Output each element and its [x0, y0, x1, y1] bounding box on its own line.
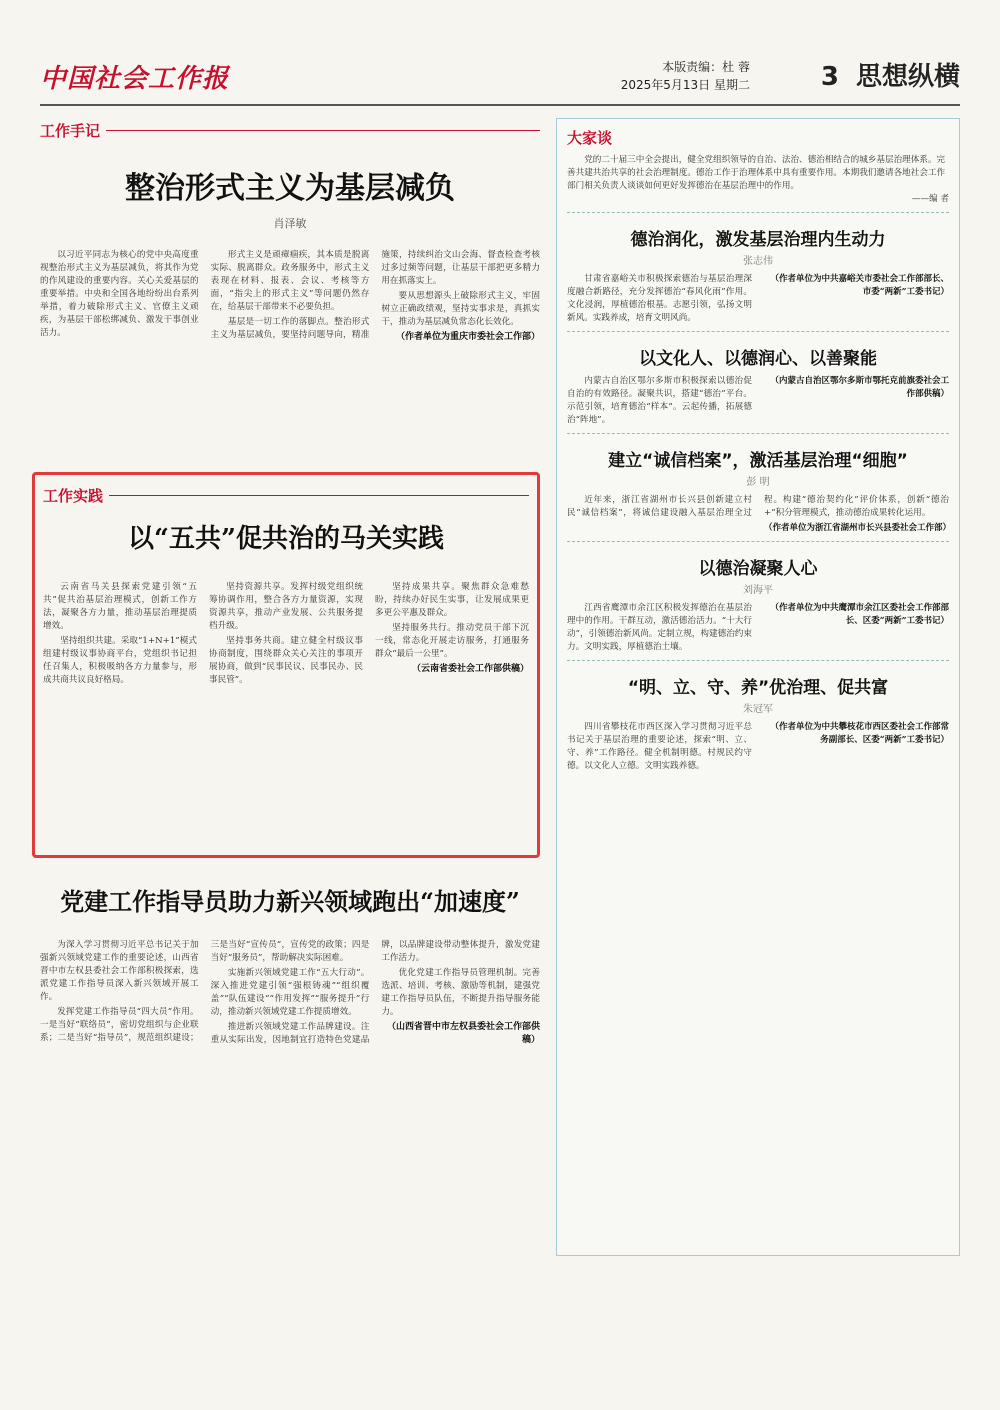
paragraph: 甘肃省嘉峪关市积极探索德治与基层治理深度融合新路径，充分发挥德治“春风化雨”作用。文化浸润，厚植德治根基。志愿引领，弘扬文明新风。实践养成，培育文明风尚。	[567, 274, 752, 323]
sub-article-author: 朱冠军	[743, 704, 773, 715]
sub-article	[567, 225, 949, 332]
article-body	[40, 249, 540, 463]
column-tag-bar	[40, 120, 540, 141]
date-line: 2025年5月13日 星期二	[620, 78, 750, 92]
lead-signature: ——编 者	[911, 194, 949, 204]
paragraph: 为深入学习贯彻习近平总书记关于加强新兴领域党建工作的重要论述，山西省晋中市左权县委社会工作部积极探索，选派党建工作指导员深入新兴领域开展工作。	[40, 940, 199, 1002]
sub-article-body	[567, 602, 949, 654]
header-rule	[40, 104, 960, 106]
article-credit: （云南省委社会工作部供稿）	[411, 664, 529, 674]
sub-article	[567, 446, 952, 542]
article-party-building	[40, 872, 540, 1362]
article-title: 党建工作指导员助力新兴领域跑出“加速度”	[60, 887, 520, 916]
paragraph: 坚持资源共享。发挥村级党组织统筹协调作用，整合各方力量资源，实现资源共享，推动产业发展、公共服务提档升级。	[209, 582, 363, 631]
article-work-practice	[32, 472, 540, 858]
column-tag-bar	[43, 485, 529, 506]
paragraph: 要从思想源头上破除形式主义，牢固树立正确政绩观，坚持实事求是，真抓实干，推动为基层减负常态化长效化。	[381, 291, 540, 327]
sub-article-credit: （作者单位为中共嘉峪关市委社会工作部部长、市委“两新”工委书记）	[770, 274, 949, 297]
paragraph: 基层是一切工作的落脚点。整治形式主义为基层减负，要坚持问题导向，精准施策，持续纠治文山会海、督查检查考核过多过频等问题，让基层干部把更多精力用在抓落实上。	[210, 250, 540, 340]
paragraph: 云南省马关县探索党建引领“五共”促共治基层治理模式，创新工作方法，凝聚各方力量，推动基层治理提质增效。	[43, 582, 197, 631]
sub-divider	[567, 660, 949, 661]
section-name: 思想纵横	[855, 62, 960, 92]
sub-article-body	[567, 721, 949, 773]
article-body	[40, 939, 540, 1359]
paragraph: 江西省鹰潭市余江区积极发挥德治在基层治理中的作用。干群互动，激活德治活力。“十大行动”，引领德治新风尚。定制立规，构建德治约束力。文明实践，厚植德治土壤。	[567, 603, 752, 652]
paragraph: 坚持组织共建。采取“1+N+1”模式组建村级议事协商平台，党组织书记担任召集人，积极吸纳各方力量参与，形成共商共议良好格局。	[43, 636, 197, 685]
paragraph: 四川省攀枝花市西区深入学习贯彻习近平总书记关于基层治理的重要论述，探索“明、立、守、养”工作路径。健全机制明德。村规民约守德。以文化人立德。文明实践养德。	[567, 722, 752, 771]
sub-article-body	[567, 375, 949, 427]
lead-text: 党的二十届三中全会提出，健全党组织领导的自治、法治、德治相结合的城乡基层治理体系。完善共建共治共享的社会治理制度。德治工作于治理体系中具有重要作用。本期我们邀请各地社会工作部门相关负责人谈谈如何更好发挥德治在基层治理中的作用。	[567, 155, 946, 191]
article-title: 整治形式主义为基层减负	[125, 171, 455, 206]
paragraph: 发挥党建工作指导员“四大员”作用。一是当好“联络员”，密切党组织与企业联系；二是当好“指导员”，规范组织建设；三是当好“宣传员”，宣传党的政策；四是当好“服务员”，帮助解决实际困难。	[40, 940, 370, 1043]
page-number: 3	[820, 62, 839, 92]
sub-article-credit: （内蒙古自治区鄂尔多斯市鄂托克前旗委社会工作部供稿）	[770, 376, 949, 399]
sub-article-body	[567, 273, 949, 325]
tag-divider	[109, 495, 529, 496]
editor-line: 本版责编：杜 蓉	[662, 60, 750, 74]
paragraph: 近年来，浙江省湖州市长兴县创新建立村民“诚信档案”，将诚信建设融入基层治理全过程。构建“德治契约化”评价体系，创新“德治+”积分管理模式，推动德治成果转化运用。	[567, 495, 949, 518]
sub-divider	[567, 433, 949, 434]
sub-article	[567, 344, 949, 434]
sub-article-author: 张志伟	[743, 256, 773, 267]
sub-article-title: “明、立、守、养”优治理、促共富	[627, 678, 889, 698]
sub-article	[567, 673, 949, 773]
sub-divider	[567, 541, 949, 542]
sub-article-title: 以文化人、以德润心、以善聚能	[639, 349, 877, 369]
sub-article-body	[567, 494, 952, 535]
article-body	[43, 581, 529, 851]
column-tag: 工作实践	[43, 487, 104, 505]
sub-article-credit: （作者单位为中共鹰潭市余江区委社会工作部部长、区委“两新”工委书记）	[770, 603, 949, 626]
sub-divider	[567, 331, 949, 332]
paragraph: 推进新兴领域党建工作品牌建设。注重从实际出发，因地制宜打造特色党建品牌，以品牌建设带动整体提升，激发党建工作活力。	[210, 940, 540, 1045]
paragraph: 优化党建工作指导员管理机制。完善选派、培训、考核、激励等机制，建强党建工作指导员队伍，不断提升指导服务能力。	[381, 968, 540, 1017]
sub-article-credit: （作者单位为中共攀枝花市西区委社会工作部常务副部长、区委“两新”工委书记）	[770, 722, 949, 745]
article-credit: （作者单位为重庆市委社会工作部）	[395, 332, 540, 342]
sub-article	[567, 554, 949, 661]
paragraph: 形式主义是顽瘴痼疾，其本质是脱离实际、脱离群众。政务服务中，形式主义表现在材料、报表、会议、考核等方面，“指尖上的形式主义”等问题仍然存在，给基层干部带来不必要负担。	[210, 250, 370, 312]
sub-article-author: 刘海平	[743, 585, 773, 596]
paragraph: 坚持成果共享。聚焦群众急难愁盼，持续办好民生实事，让发展成果更多更公平惠及群众。	[375, 582, 529, 618]
sub-article-title: 以德治凝聚人心	[698, 559, 818, 579]
paragraph: 坚持服务共行。推动党员干部下沉一线，常态化开展走访服务，打通服务群众“最后一公里”。	[375, 623, 529, 659]
sub-article-title: 德治润化，激发基层治理内生动力	[630, 230, 886, 250]
editor-lead	[567, 154, 949, 213]
article-author: 肖泽敏	[273, 217, 307, 230]
paragraph: 内蒙古自治区鄂尔多斯市积极探索以德治促自治的有效路径。凝聚共识，搭建“德治”平台。示范引领，培育德治“样本”。云起传播，拓展德治“阵地”。	[567, 376, 752, 425]
column-tag: 大家谈	[567, 129, 613, 147]
newspaper-logo: 中国社会工作报	[40, 64, 230, 94]
paragraph: 坚持事务共商。建立健全村级议事协商制度，围绕群众关心关注的事项开展协商，做到“民事民议、民事民办、民事民管”。	[209, 636, 363, 685]
sub-article-credit: （作者单位为浙江省湖州市长兴县委社会工作部）	[764, 523, 952, 533]
column-tag: 工作手记	[40, 122, 101, 140]
article-work-notes	[40, 120, 540, 472]
page-header	[821, 56, 960, 93]
masthead	[40, 56, 960, 106]
sub-article-author: 彭 明	[746, 477, 770, 488]
discussion-box	[556, 118, 960, 1256]
article-title: 以“五共”促共治的马关实践	[128, 524, 444, 554]
tag-divider	[106, 130, 540, 131]
paragraph: 以习近平同志为核心的党中央高度重视整治形式主义为基层减负，将其作为党的作风建设的重要内容。关心关爱基层的重要举措。中央和全国各地纷纷出台系列举措，着力破除形式主义、官僚主义顽疾，为基层干部松绑减负、激发干事创业活力。	[40, 250, 199, 338]
edition-info	[621, 58, 750, 94]
sub-article-title: 建立“诚信档案”，激活基层治理“细胞”	[608, 451, 908, 471]
article-credit: （山西省晋中市左权县委社会工作部供稿）	[386, 1022, 540, 1045]
paragraph: 实施新兴领域党建工作“五大行动”。深入推进党建引领“强根铸魂”“组织覆盖”“队伍建设”“作用发挥”“服务提升”行动，推动新兴领域党建工作提质增效。	[210, 968, 370, 1017]
